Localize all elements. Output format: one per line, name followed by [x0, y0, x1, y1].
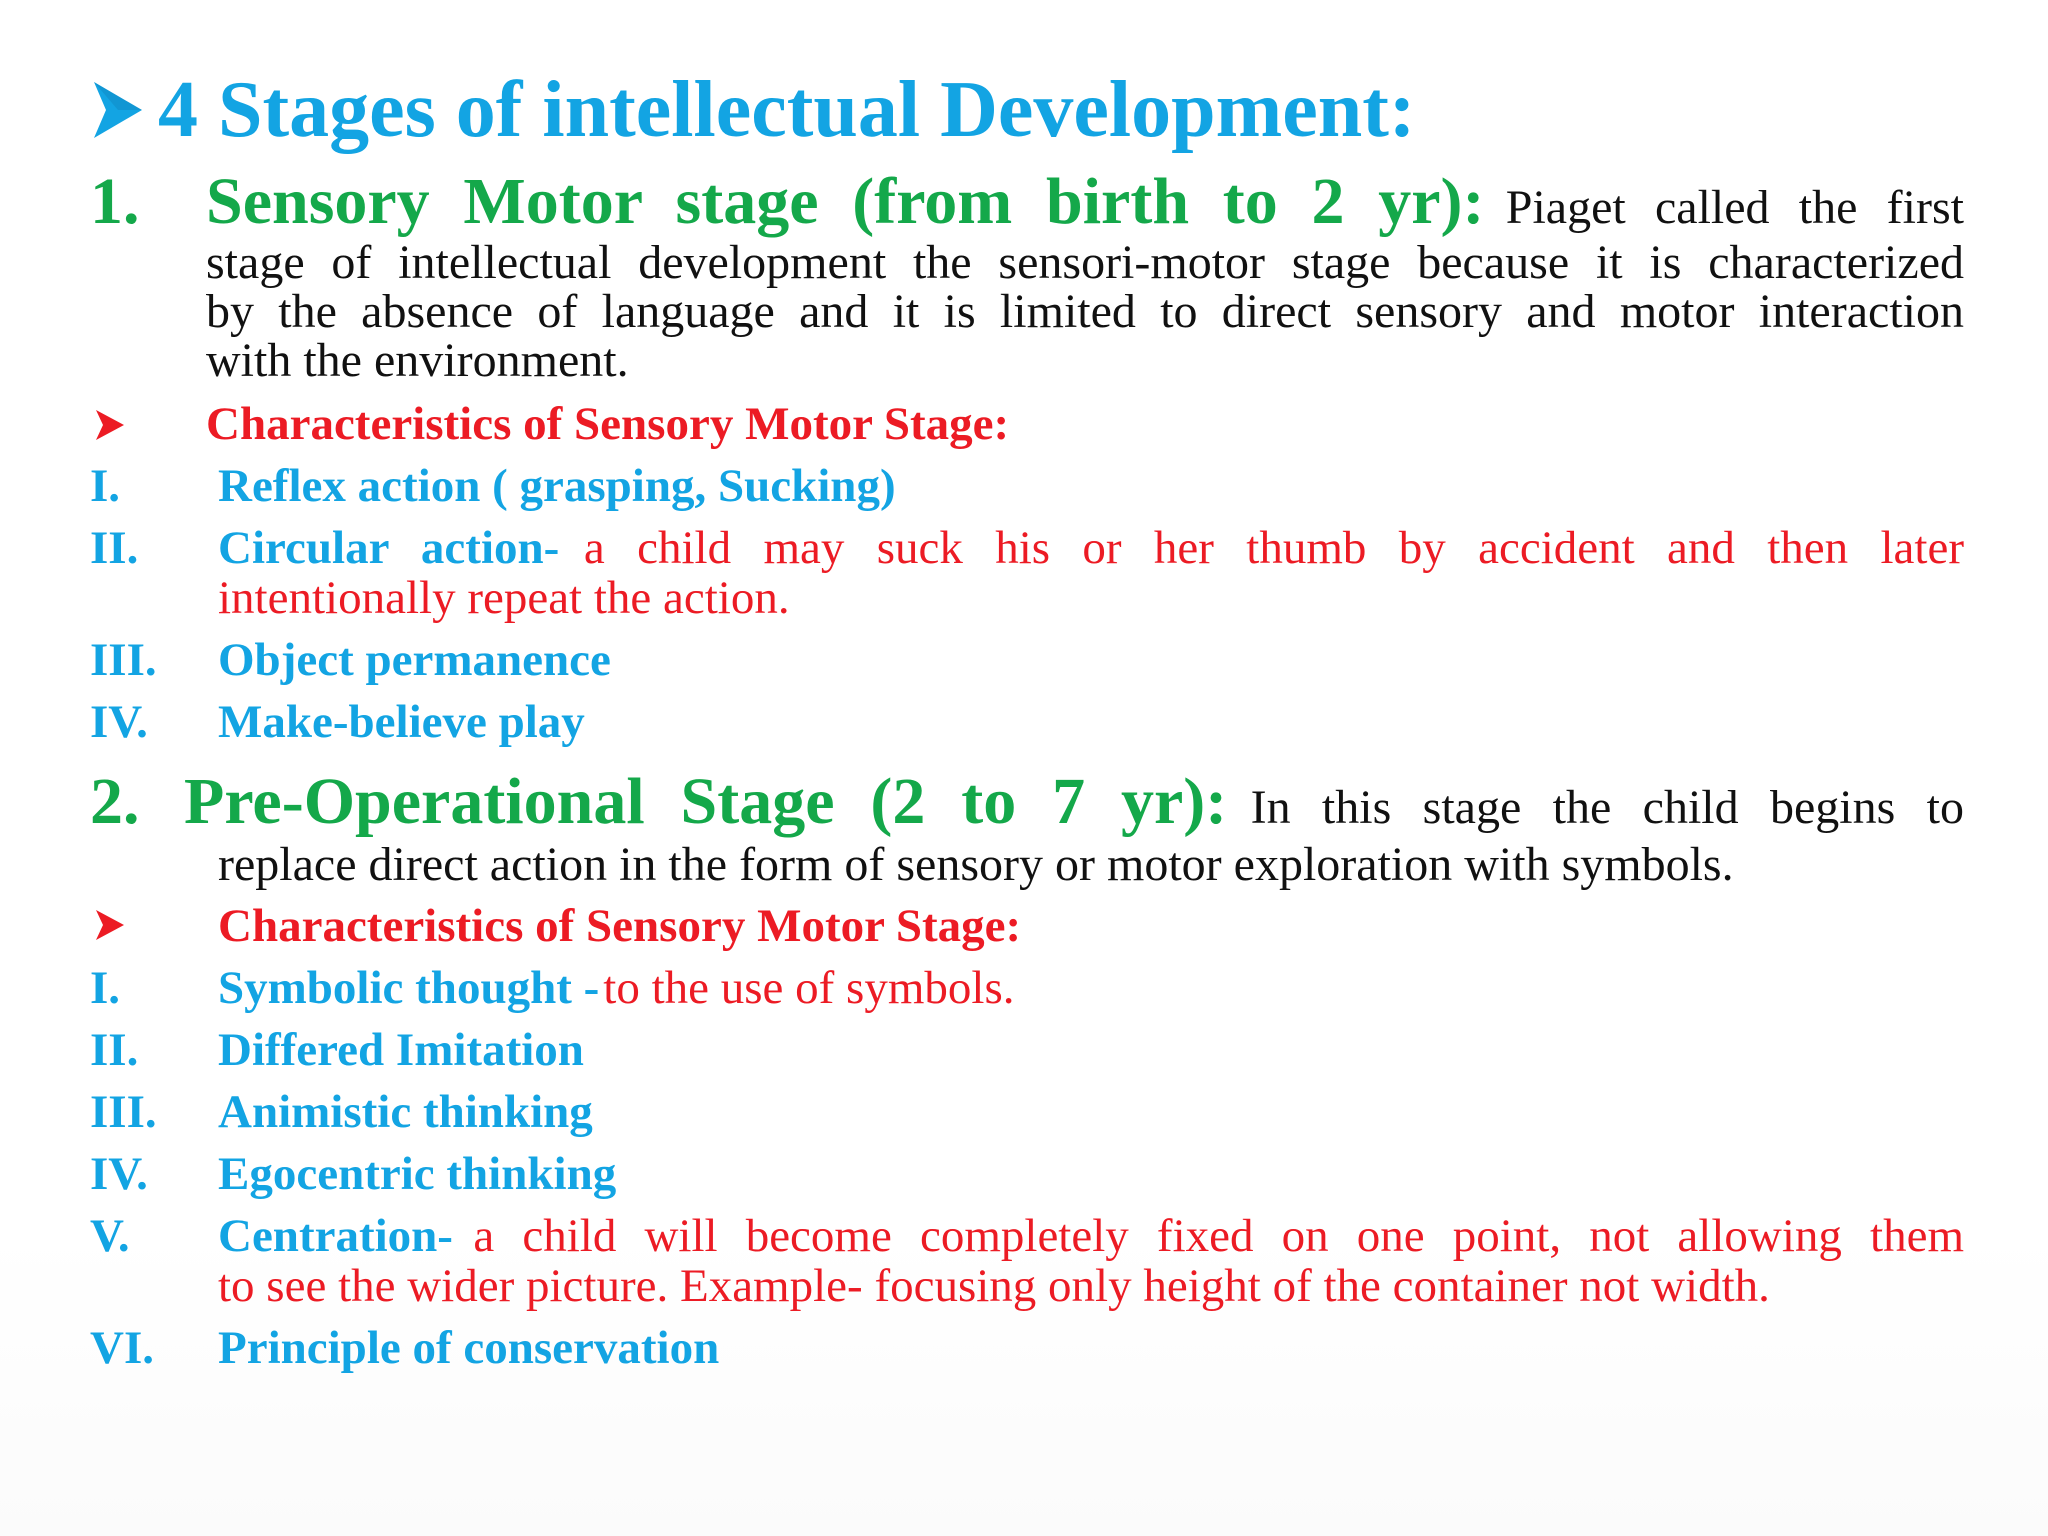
- stage-description: with the environment.: [206, 334, 629, 387]
- item-description: a child may suck his or her thumb by accident and then later: [583, 522, 1964, 574]
- item-numeral: II.: [90, 522, 139, 574]
- stage-description: stage of intellectual development the sensori-motor stage because it is characterized: [206, 236, 1964, 289]
- item-numeral: VI.: [90, 1322, 154, 1374]
- stage-description: Piaget called the first: [1505, 181, 1964, 234]
- item-description: to the use of symbols.: [603, 962, 1015, 1014]
- arrow-bullet-icon: [92, 80, 144, 140]
- characteristics-heading: Characteristics of Sensory Motor Stage:: [218, 900, 1022, 952]
- item-label: Egocentric thinking: [218, 1148, 617, 1200]
- item-label: Object permanence: [218, 634, 611, 686]
- item-numeral: V.: [90, 1210, 130, 1262]
- characteristics-heading: Characteristics of Sensory Motor Stage:: [206, 398, 1010, 450]
- item-numeral: III.: [90, 1086, 157, 1138]
- item-label: Principle of conservation: [218, 1322, 720, 1374]
- arrow-bullet-icon: [94, 408, 126, 442]
- item-numeral: I.: [90, 962, 121, 1014]
- stage-number: 1.: [90, 165, 140, 238]
- stage-description: In this stage the child begins to: [1250, 781, 1965, 834]
- item-label: Differed Imitation: [218, 1024, 584, 1076]
- item-numeral: IV.: [90, 1148, 148, 1200]
- list-item: [218, 1210, 1964, 1262]
- item-numeral: IV.: [90, 696, 148, 748]
- stage-heading: Pre-Operational Stage (2 to 7 yr):: [184, 765, 1228, 838]
- item-description: a child will become completely fixed on one point, not allowing them: [473, 1210, 1964, 1262]
- item-label: Reflex action ( grasping, Sucking): [218, 460, 896, 512]
- stage-number: 2.: [90, 765, 140, 838]
- item-numeral: III.: [90, 634, 157, 686]
- item-label: Animistic thinking: [218, 1086, 593, 1138]
- item-numeral: II.: [90, 1024, 139, 1076]
- item-label: Centration-: [218, 1210, 453, 1262]
- item-label: Make-believe play: [218, 696, 585, 748]
- item-label: Symbolic thought -: [218, 962, 600, 1014]
- list-item: [218, 522, 1964, 574]
- stage-description: replace direct action in the form of sensory or motor exploration with symbols.: [218, 838, 1734, 891]
- stage-heading: Sensory Motor stage (from birth to 2 yr):: [206, 165, 1485, 238]
- stage2-heading-line: [184, 762, 1964, 842]
- stage-description: by the absence of language and it is limited to direct sensory and motor interaction: [206, 285, 1964, 338]
- arrow-bullet-icon: [94, 908, 126, 942]
- item-description: intentionally repeat the action.: [218, 572, 790, 624]
- page-title: 4 Stages of intellectual Development:: [158, 66, 1416, 154]
- list-item: [218, 962, 1015, 1014]
- item-label: Circular action-: [218, 522, 560, 574]
- page-title-row: [92, 62, 1416, 158]
- item-numeral: I.: [90, 460, 121, 512]
- item-description: to see the wider picture. Example- focusing only height of the container not width.: [218, 1260, 1770, 1312]
- stage1-heading-line: [206, 162, 1964, 242]
